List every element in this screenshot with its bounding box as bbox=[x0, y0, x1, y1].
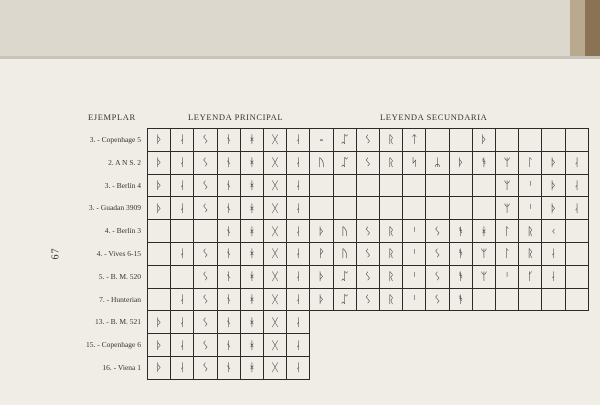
principal-cell: ᛊ bbox=[193, 128, 217, 152]
principal-cell: ᚼ bbox=[240, 151, 264, 175]
secundaria-cell: ᛚ bbox=[518, 151, 542, 175]
secundaria-cell bbox=[402, 196, 426, 220]
principal-cell: ᚼ bbox=[240, 128, 264, 152]
principal-cell: ᚷ bbox=[263, 174, 287, 198]
principal-cell: ᚼ bbox=[240, 265, 264, 289]
secundaria-cell bbox=[425, 196, 449, 220]
secundaria-cell bbox=[565, 265, 589, 289]
secundaria-cell bbox=[565, 128, 589, 152]
ejemplar-label: 4. - Vives 6-15 bbox=[96, 249, 141, 258]
principal-cell: ᛆ bbox=[170, 288, 194, 312]
secundaria-cell: ᛌ bbox=[518, 174, 542, 198]
secundaria-cell: ᛌ bbox=[518, 196, 542, 220]
secundaria-cell bbox=[379, 174, 403, 198]
principal-cell bbox=[170, 219, 194, 243]
principal-cell: ᛆ bbox=[286, 333, 310, 357]
principal-cell: ᚾ bbox=[217, 288, 241, 312]
secundaria-cell: ᚦ bbox=[472, 128, 496, 152]
ejemplar-label: 13. - B. M. 521 bbox=[94, 317, 141, 327]
principal-cell: ᚦ bbox=[147, 333, 171, 357]
secundaria-cell: ᛏ bbox=[402, 128, 426, 152]
secundaria-cell: ᛊ bbox=[425, 265, 449, 289]
secundaria-cell: ᛆ bbox=[565, 174, 589, 198]
secundaria-cell: ᛊ bbox=[356, 128, 380, 152]
principal-cell: ᚷ bbox=[263, 128, 287, 152]
principal-cell: ᚼ bbox=[240, 196, 264, 220]
principal-cell: ᚦ bbox=[147, 174, 171, 198]
ejemplar-label: 15. - Copenhage 6 bbox=[86, 340, 141, 350]
principal-cell: ᛆ bbox=[170, 174, 194, 198]
principal-cell: ᛊ bbox=[193, 174, 217, 198]
principal-cell: ᚦ bbox=[147, 151, 171, 175]
principal-cell: ᛆ bbox=[286, 128, 310, 152]
principal-cell bbox=[147, 219, 171, 243]
secundaria-cell bbox=[541, 128, 565, 152]
secundaria-cell: ᛊ bbox=[356, 265, 380, 289]
principal-cell: ᚦ bbox=[147, 356, 171, 380]
secundaria-cell: ᚴ bbox=[518, 265, 542, 289]
secundaria-cell bbox=[449, 196, 473, 220]
principal-cell: ᚦ bbox=[147, 196, 171, 220]
secundaria-cell: ᚢ bbox=[333, 219, 357, 243]
ejemplar-label: 3. - Copenhage 5 bbox=[89, 135, 141, 144]
secundaria-cell: ᛊ bbox=[356, 288, 380, 312]
principal-cell: ᚾ bbox=[217, 242, 241, 266]
secundaria-cell: ᛆ bbox=[541, 265, 565, 289]
secundaria-cell: ᚱ bbox=[379, 288, 403, 312]
secundaria-cell bbox=[402, 174, 426, 198]
secundaria-cell: ᛊ bbox=[425, 242, 449, 266]
secundaria-cell: ᛢ bbox=[333, 265, 357, 289]
secundaria-cell: - bbox=[309, 128, 333, 152]
principal-cell: ᚾ bbox=[217, 356, 241, 380]
secundaria-cell: ᛚ bbox=[495, 242, 519, 266]
principal-cell: ᚼ bbox=[240, 356, 264, 380]
secundaria-cell: ᚦ bbox=[449, 151, 473, 175]
ejemplar-label: 3. - Guadan 3909 bbox=[88, 203, 141, 213]
principal-cell: ᛊ bbox=[193, 310, 217, 334]
secundaria-cell: ᚬ bbox=[449, 288, 473, 312]
secundaria-cell bbox=[472, 174, 496, 198]
secundaria-cell bbox=[356, 196, 380, 220]
principal-cell: ᛊ bbox=[193, 333, 217, 357]
secundaria-cell: ᛌ bbox=[402, 242, 426, 266]
secundaria-cell: ᛢ bbox=[333, 128, 357, 152]
ejemplar-label: 16. - Viena 1 bbox=[102, 363, 141, 372]
secundaria-cell: ᛆ bbox=[565, 151, 589, 175]
secundaria-cell: ᚬ bbox=[449, 219, 473, 243]
page-number: 67 bbox=[50, 247, 62, 260]
principal-cell: ᚼ bbox=[240, 288, 264, 312]
principal-cell: ᛆ bbox=[286, 356, 310, 380]
ejemplar-label: 7. - Hunterian bbox=[99, 294, 141, 304]
secundaria-cell bbox=[425, 174, 449, 198]
secundaria-cell bbox=[309, 174, 333, 198]
ejemplar-label: 3. - Berlín 4 bbox=[104, 180, 141, 190]
secundaria-cell bbox=[472, 196, 496, 220]
principal-cell: ᛆ bbox=[286, 219, 310, 243]
secundaria-cell bbox=[449, 128, 473, 152]
secundaria-cell: ᚦ bbox=[309, 288, 333, 312]
principal-cell: ᚦ bbox=[147, 310, 171, 334]
principal-cell: ᛆ bbox=[286, 310, 310, 334]
secundaria-cell bbox=[356, 174, 380, 198]
secundaria-cell: ᚦ bbox=[541, 196, 565, 220]
secundaria-cell bbox=[565, 288, 589, 312]
secundaria-cell: ᚹ bbox=[309, 242, 333, 266]
principal-cell: ᚼ bbox=[240, 310, 264, 334]
principal-cell: ᛊ bbox=[193, 356, 217, 380]
principal-cell bbox=[147, 288, 171, 312]
secundaria-cell: ᛊ bbox=[425, 219, 449, 243]
secundaria-cell: ᚼ bbox=[472, 219, 496, 243]
secundaria-cell: ᚢ bbox=[309, 151, 333, 175]
ejemplar-label: 5. - B. M. 520 bbox=[98, 271, 141, 281]
principal-cell: ᚾ bbox=[217, 196, 241, 220]
secundaria-cell: ᚬ bbox=[449, 242, 473, 266]
principal-cell: ᛆ bbox=[170, 128, 194, 152]
secundaria-cell: ᛊ bbox=[425, 288, 449, 312]
book-cover-inner bbox=[585, 0, 600, 58]
secundaria-cell bbox=[472, 288, 496, 312]
principal-cell: ᛆ bbox=[170, 333, 194, 357]
principal-cell: ᚷ bbox=[263, 333, 287, 357]
secundaria-cell: ᚱ bbox=[379, 242, 403, 266]
ejemplar-label: 2. A N S. 2 bbox=[108, 157, 141, 167]
principal-cell: ᛆ bbox=[170, 356, 194, 380]
principal-cell: ᚼ bbox=[240, 174, 264, 198]
secundaria-cell: ᚦ bbox=[541, 151, 565, 175]
secundaria-cell: ᛌ bbox=[402, 288, 426, 312]
secundaria-cell bbox=[425, 128, 449, 152]
principal-cell: ᚷ bbox=[263, 288, 287, 312]
principal-cell: ᚷ bbox=[263, 265, 287, 289]
secundaria-cell: ᚬ bbox=[449, 265, 473, 289]
secundaria-cell: ᛘ bbox=[472, 242, 496, 266]
secundaria-cell: ᛘ bbox=[472, 265, 496, 289]
principal-cell: ᚷ bbox=[263, 196, 287, 220]
principal-cell: ᛆ bbox=[170, 310, 194, 334]
principal-cell: ᛊ bbox=[193, 196, 217, 220]
secundaria-cell: ᚦ bbox=[309, 219, 333, 243]
principal-cell bbox=[147, 242, 171, 266]
secundaria-cell bbox=[333, 196, 357, 220]
secundaria-cell: ᚱ bbox=[379, 265, 403, 289]
secundaria-cell bbox=[495, 288, 519, 312]
principal-cell bbox=[170, 265, 194, 289]
secundaria-cell: ᛢ bbox=[333, 288, 357, 312]
principal-cell: ᛆ bbox=[170, 242, 194, 266]
secundaria-cell: ᛆ bbox=[565, 196, 589, 220]
principal-cell: ᚼ bbox=[240, 219, 264, 243]
principal-cell: ᚼ bbox=[240, 333, 264, 357]
principal-cell: ᚷ bbox=[263, 242, 287, 266]
secundaria-cell: ᛌ bbox=[402, 219, 426, 243]
secundaria-cell: ᚱ bbox=[518, 219, 542, 243]
secundaria-cell bbox=[309, 196, 333, 220]
secundaria-cell bbox=[333, 174, 357, 198]
secundaria-cell: ᚱ bbox=[379, 151, 403, 175]
principal-cell bbox=[193, 219, 217, 243]
secundaria-cell bbox=[495, 128, 519, 152]
principal-cell: ᛊ bbox=[193, 242, 217, 266]
secundaria-cell: ᚱ bbox=[518, 242, 542, 266]
secundaria-cell bbox=[518, 128, 542, 152]
secundaria-cell: ᛋ bbox=[402, 151, 426, 175]
ejemplar-label: 4. - Berlín 3 bbox=[104, 226, 141, 236]
secundaria-cell: ᛊ bbox=[356, 219, 380, 243]
secundaria-cell: ᛊ bbox=[356, 242, 380, 266]
secundaria-cell bbox=[518, 288, 542, 312]
secundaria-cell: ᚦ bbox=[309, 265, 333, 289]
principal-cell bbox=[147, 265, 171, 289]
header-ejemplar: EJEMPLAR bbox=[88, 112, 136, 122]
principal-cell: ᚷ bbox=[263, 151, 287, 175]
principal-cell: ᚷ bbox=[263, 356, 287, 380]
principal-cell: ᛆ bbox=[286, 242, 310, 266]
secundaria-cell bbox=[541, 288, 565, 312]
principal-cell: ᛆ bbox=[170, 196, 194, 220]
principal-cell: ᛆ bbox=[286, 265, 310, 289]
principal-cell: ᛆ bbox=[286, 174, 310, 198]
secundaria-cell: ᚦ bbox=[541, 174, 565, 198]
principal-cell: ᚼ bbox=[240, 242, 264, 266]
secundaria-cell bbox=[565, 219, 589, 243]
secundaria-cell: ᚲ bbox=[541, 219, 565, 243]
principal-cell: ᛆ bbox=[286, 196, 310, 220]
secundaria-cell: ᛌ bbox=[402, 265, 426, 289]
principal-cell: ᚾ bbox=[217, 310, 241, 334]
principal-cell: ᚷ bbox=[263, 310, 287, 334]
secundaria-cell: ᛘ bbox=[495, 196, 519, 220]
secundaria-cell: ᛚ bbox=[495, 219, 519, 243]
secundaria-cell bbox=[449, 174, 473, 198]
principal-cell: ᛊ bbox=[193, 151, 217, 175]
secundaria-cell: ᚱ bbox=[379, 219, 403, 243]
principal-cell: ᛆ bbox=[286, 151, 310, 175]
secundaria-cell: ᛆ bbox=[541, 242, 565, 266]
secundaria-cell: ᛘ bbox=[495, 151, 519, 175]
principal-cell: ᚾ bbox=[217, 265, 241, 289]
principal-cell: ᚾ bbox=[217, 333, 241, 357]
secundaria-cell bbox=[379, 196, 403, 220]
principal-cell: ᚾ bbox=[217, 128, 241, 152]
principal-cell: ᛊ bbox=[193, 265, 217, 289]
header-leyenda-principal: LEYENDA PRINCIPAL bbox=[188, 112, 284, 122]
principal-cell: ᚷ bbox=[263, 219, 287, 243]
principal-cell: ᚾ bbox=[217, 151, 241, 175]
secundaria-cell: ᚱ bbox=[379, 128, 403, 152]
principal-cell: ᚦ bbox=[147, 128, 171, 152]
principal-cell: ᛊ bbox=[193, 288, 217, 312]
secundaria-cell: ᚬ bbox=[472, 151, 496, 175]
secundaria-cell: ᛘ bbox=[495, 174, 519, 198]
principal-cell: ᛆ bbox=[170, 151, 194, 175]
principal-cell: ᚾ bbox=[217, 219, 241, 243]
facing-page-top bbox=[0, 0, 600, 58]
principal-cell: ᛆ bbox=[286, 288, 310, 312]
header-leyenda-secundaria: LEYENDA SECUNDARIA bbox=[380, 112, 488, 122]
secundaria-cell: ᛦ bbox=[425, 151, 449, 175]
secundaria-cell: ᛊ bbox=[356, 151, 380, 175]
secundaria-cell: ᛢ bbox=[333, 151, 357, 175]
principal-cell: ᚾ bbox=[217, 174, 241, 198]
secundaria-cell: ᛌ bbox=[495, 265, 519, 289]
secundaria-cell bbox=[565, 242, 589, 266]
secundaria-cell: ᚢ bbox=[333, 242, 357, 266]
